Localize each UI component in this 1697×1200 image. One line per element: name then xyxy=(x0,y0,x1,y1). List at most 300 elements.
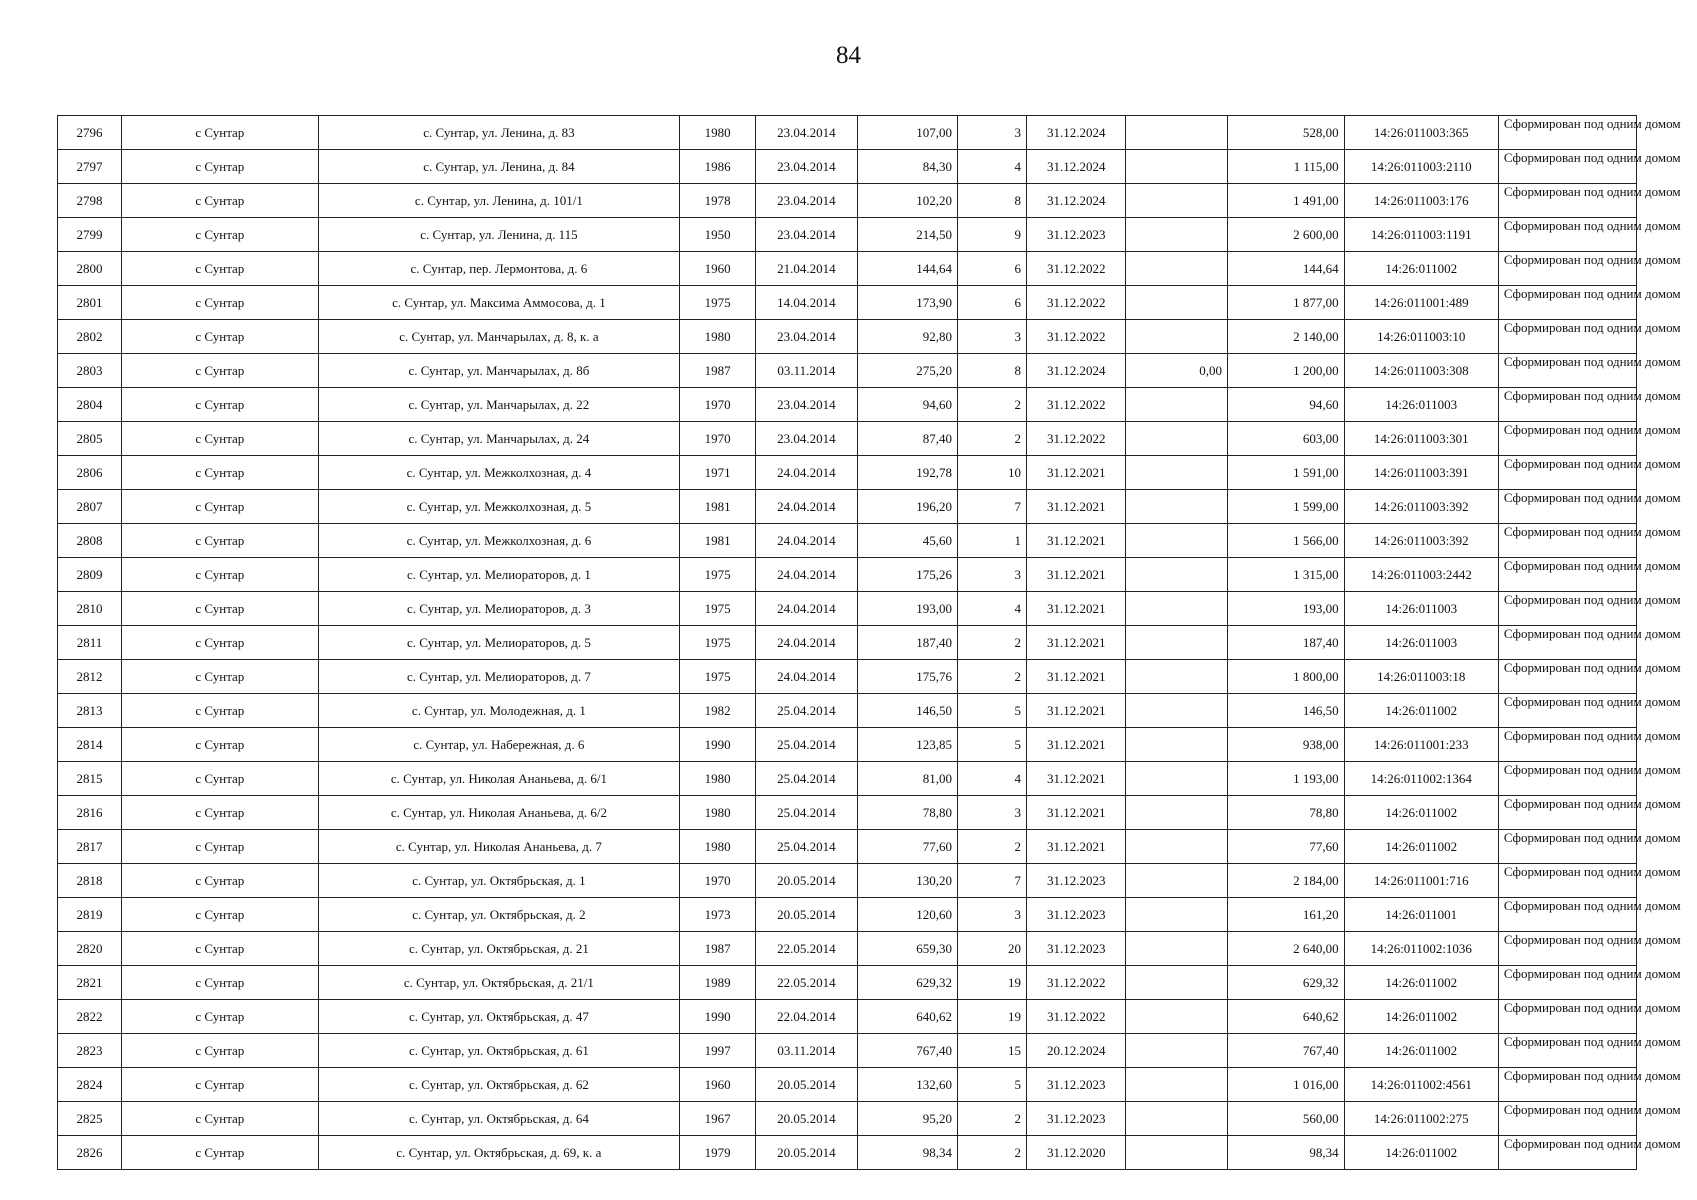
status-cell xyxy=(1498,286,1681,320)
address-cell: с. Сунтар, ул. Максима Аммосова, д. 1 xyxy=(318,286,679,320)
address-cell: с. Сунтар, ул. Межколхозная, д. 4 xyxy=(318,456,679,490)
address-cell: с. Сунтар, ул. Николая Ананьева, д. 6/1 xyxy=(318,762,679,796)
build-year-cell: 1980 xyxy=(680,830,756,864)
address-cell: с. Сунтар, ул. Мелиораторов, д. 1 xyxy=(318,558,679,592)
count-cell: 3 xyxy=(958,558,1027,592)
status-cell xyxy=(1498,1102,1681,1136)
status-cell xyxy=(1498,354,1681,388)
date-cell: 23.04.2014 xyxy=(756,150,857,184)
status-text: Сформирован под одним домом xyxy=(1503,456,1681,471)
area-cell: 120,60 xyxy=(857,898,957,932)
cadastral-number-cell: 14:26:011002 xyxy=(1344,1136,1498,1170)
status-cell xyxy=(1498,320,1681,354)
build-year-cell: 1989 xyxy=(680,966,756,1000)
count-cell: 5 xyxy=(958,694,1027,728)
date-cell: 22.05.2014 xyxy=(756,932,857,966)
extra-value-cell xyxy=(1126,1102,1227,1136)
row-number-cell: 2801 xyxy=(58,286,122,320)
build-year-cell: 1980 xyxy=(680,796,756,830)
count-cell: 2 xyxy=(958,660,1027,694)
extra-value-cell xyxy=(1126,762,1227,796)
land-area-cell: 161,20 xyxy=(1227,898,1344,932)
extra-value-cell xyxy=(1126,830,1227,864)
build-year-cell: 1950 xyxy=(680,218,756,252)
address-cell: с. Сунтар, ул. Октябрьская, д. 69, к. а xyxy=(318,1136,679,1170)
table-row xyxy=(58,286,1637,320)
table-row xyxy=(58,388,1637,422)
status-text: Сформирован под одним домом xyxy=(1503,660,1681,675)
deadline-cell: 31.12.2022 xyxy=(1027,286,1126,320)
status-cell xyxy=(1498,422,1681,456)
extra-value-cell xyxy=(1126,150,1227,184)
status-cell xyxy=(1498,898,1681,932)
settlement-cell: с Сунтар xyxy=(121,286,318,320)
area-cell: 81,00 xyxy=(857,762,957,796)
build-year-cell: 1978 xyxy=(680,184,756,218)
date-cell: 20.05.2014 xyxy=(756,1136,857,1170)
date-cell: 25.04.2014 xyxy=(756,762,857,796)
table-row xyxy=(58,728,1637,762)
address-cell: с. Сунтар, ул. Октябрьская, д. 64 xyxy=(318,1102,679,1136)
table-row xyxy=(58,762,1637,796)
build-year-cell: 1975 xyxy=(680,286,756,320)
housing-registry-table xyxy=(57,115,1681,1170)
date-cell: 21.04.2014 xyxy=(756,252,857,286)
settlement-cell: с Сунтар xyxy=(121,864,318,898)
row-number-cell: 2824 xyxy=(58,1068,122,1102)
land-area-cell: 1 315,00 xyxy=(1227,558,1344,592)
build-year-cell: 1986 xyxy=(680,150,756,184)
status-cell xyxy=(1498,388,1681,422)
land-area-cell: 603,00 xyxy=(1227,422,1344,456)
extra-value-cell xyxy=(1126,898,1227,932)
table-row xyxy=(58,1136,1637,1170)
deadline-cell: 31.12.2021 xyxy=(1027,456,1126,490)
cadastral-number-cell: 14:26:011002 xyxy=(1344,966,1498,1000)
cadastral-number-cell: 14:26:011002:1036 xyxy=(1344,932,1498,966)
area-cell: 196,20 xyxy=(857,490,957,524)
row-number-cell: 2823 xyxy=(58,1034,122,1068)
deadline-cell: 31.12.2023 xyxy=(1027,864,1126,898)
count-cell: 8 xyxy=(958,354,1027,388)
land-area-cell: 767,40 xyxy=(1227,1034,1344,1068)
land-area-cell: 193,00 xyxy=(1227,592,1344,626)
status-cell xyxy=(1498,864,1681,898)
address-cell: с. Сунтар, ул. Манчарылах, д. 24 xyxy=(318,422,679,456)
area-cell: 193,00 xyxy=(857,592,957,626)
land-area-cell: 1 200,00 xyxy=(1227,354,1344,388)
extra-value-cell xyxy=(1126,116,1227,150)
count-cell: 2 xyxy=(958,1136,1027,1170)
count-cell: 3 xyxy=(958,320,1027,354)
area-cell: 175,26 xyxy=(857,558,957,592)
status-cell xyxy=(1498,626,1681,660)
cadastral-number-cell: 14:26:011001:716 xyxy=(1344,864,1498,898)
row-number-cell: 2821 xyxy=(58,966,122,1000)
count-cell: 2 xyxy=(958,830,1027,864)
land-area-cell: 2 640,00 xyxy=(1227,932,1344,966)
status-cell xyxy=(1498,1136,1681,1170)
status-cell xyxy=(1498,218,1681,252)
date-cell: 23.04.2014 xyxy=(756,422,857,456)
deadline-cell: 31.12.2021 xyxy=(1027,796,1126,830)
cadastral-number-cell: 14:26:011003:392 xyxy=(1344,524,1498,558)
address-cell: с. Сунтар, ул. Мелиораторов, д. 3 xyxy=(318,592,679,626)
cadastral-number-cell: 14:26:011001:489 xyxy=(1344,286,1498,320)
count-cell: 10 xyxy=(958,456,1027,490)
date-cell: 25.04.2014 xyxy=(756,728,857,762)
build-year-cell: 1997 xyxy=(680,1034,756,1068)
extra-value-cell xyxy=(1126,966,1227,1000)
build-year-cell: 1960 xyxy=(680,1068,756,1102)
land-area-cell: 2 184,00 xyxy=(1227,864,1344,898)
settlement-cell: с Сунтар xyxy=(121,966,318,1000)
date-cell: 24.04.2014 xyxy=(756,592,857,626)
status-cell xyxy=(1498,184,1681,218)
status-cell xyxy=(1498,558,1681,592)
row-number-cell: 2816 xyxy=(58,796,122,830)
date-cell: 14.04.2014 xyxy=(756,286,857,320)
area-cell: 130,20 xyxy=(857,864,957,898)
date-cell: 20.05.2014 xyxy=(756,1068,857,1102)
build-year-cell: 1970 xyxy=(680,422,756,456)
cadastral-number-cell: 14:26:011002 xyxy=(1344,796,1498,830)
deadline-cell: 20.12.2024 xyxy=(1027,1034,1126,1068)
deadline-cell: 31.12.2021 xyxy=(1027,694,1126,728)
status-cell xyxy=(1498,252,1681,286)
area-cell: 144,64 xyxy=(857,252,957,286)
cadastral-number-cell: 14:26:011001:233 xyxy=(1344,728,1498,762)
date-cell: 22.05.2014 xyxy=(756,966,857,1000)
land-area-cell: 1 877,00 xyxy=(1227,286,1344,320)
cadastral-number-cell: 14:26:011003:365 xyxy=(1344,116,1498,150)
settlement-cell: с Сунтар xyxy=(121,456,318,490)
address-cell: с. Сунтар, ул. Набережная, д. 6 xyxy=(318,728,679,762)
area-cell: 102,20 xyxy=(857,184,957,218)
build-year-cell: 1970 xyxy=(680,864,756,898)
status-text: Сформирован под одним домом xyxy=(1503,150,1681,165)
status-text: Сформирован под одним домом xyxy=(1503,218,1681,233)
area-cell: 77,60 xyxy=(857,830,957,864)
row-number-cell: 2800 xyxy=(58,252,122,286)
build-year-cell: 1975 xyxy=(680,660,756,694)
settlement-cell: с Сунтар xyxy=(121,796,318,830)
area-cell: 98,34 xyxy=(857,1136,957,1170)
status-cell xyxy=(1498,490,1681,524)
row-number-cell: 2825 xyxy=(58,1102,122,1136)
status-text: Сформирован под одним домом xyxy=(1503,388,1681,403)
build-year-cell: 1980 xyxy=(680,320,756,354)
table-row xyxy=(58,830,1637,864)
extra-value-cell xyxy=(1126,422,1227,456)
land-area-cell: 98,34 xyxy=(1227,1136,1344,1170)
deadline-cell: 31.12.2023 xyxy=(1027,1102,1126,1136)
build-year-cell: 1975 xyxy=(680,592,756,626)
area-cell: 629,32 xyxy=(857,966,957,1000)
status-cell xyxy=(1498,932,1681,966)
extra-value-cell xyxy=(1126,694,1227,728)
settlement-cell: с Сунтар xyxy=(121,1000,318,1034)
settlement-cell: с Сунтар xyxy=(121,592,318,626)
cadastral-number-cell: 14:26:011003:10 xyxy=(1344,320,1498,354)
build-year-cell: 1970 xyxy=(680,388,756,422)
status-text: Сформирован под одним домом xyxy=(1503,524,1681,539)
build-year-cell: 1973 xyxy=(680,898,756,932)
table-row xyxy=(58,558,1637,592)
build-year-cell: 1975 xyxy=(680,626,756,660)
cadastral-number-cell: 14:26:011002:275 xyxy=(1344,1102,1498,1136)
status-text: Сформирован под одним домом xyxy=(1503,116,1681,131)
deadline-cell: 31.12.2024 xyxy=(1027,116,1126,150)
cadastral-number-cell: 14:26:011003:176 xyxy=(1344,184,1498,218)
area-cell: 767,40 xyxy=(857,1034,957,1068)
date-cell: 23.04.2014 xyxy=(756,184,857,218)
table-row xyxy=(58,1000,1637,1034)
extra-value-cell xyxy=(1126,1000,1227,1034)
table-row xyxy=(58,864,1637,898)
land-area-cell: 1 599,00 xyxy=(1227,490,1344,524)
row-number-cell: 2814 xyxy=(58,728,122,762)
row-number-cell: 2817 xyxy=(58,830,122,864)
count-cell: 3 xyxy=(958,898,1027,932)
date-cell: 20.05.2014 xyxy=(756,864,857,898)
deadline-cell: 31.12.2021 xyxy=(1027,626,1126,660)
count-cell: 7 xyxy=(958,864,1027,898)
status-text: Сформирован под одним домом xyxy=(1503,830,1681,845)
row-number-cell: 2807 xyxy=(58,490,122,524)
table-row xyxy=(58,592,1637,626)
build-year-cell: 1981 xyxy=(680,490,756,524)
count-cell: 3 xyxy=(958,796,1027,830)
count-cell: 20 xyxy=(958,932,1027,966)
deadline-cell: 31.12.2021 xyxy=(1027,558,1126,592)
row-number-cell: 2820 xyxy=(58,932,122,966)
extra-value-cell xyxy=(1126,626,1227,660)
cadastral-number-cell: 14:26:011003:1191 xyxy=(1344,218,1498,252)
date-cell: 23.04.2014 xyxy=(756,388,857,422)
row-number-cell: 2812 xyxy=(58,660,122,694)
settlement-cell: с Сунтар xyxy=(121,728,318,762)
table-row xyxy=(58,660,1637,694)
build-year-cell: 1987 xyxy=(680,354,756,388)
extra-value-cell xyxy=(1126,1068,1227,1102)
extra-value-cell xyxy=(1126,490,1227,524)
settlement-cell: с Сунтар xyxy=(121,184,318,218)
row-number-cell: 2810 xyxy=(58,592,122,626)
build-year-cell: 1981 xyxy=(680,524,756,558)
deadline-cell: 31.12.2022 xyxy=(1027,422,1126,456)
address-cell: с. Сунтар, ул. Межколхозная, д. 6 xyxy=(318,524,679,558)
status-text: Сформирован под одним домом xyxy=(1503,252,1681,267)
cadastral-number-cell: 14:26:011003:391 xyxy=(1344,456,1498,490)
status-text: Сформирован под одним домом xyxy=(1503,762,1681,777)
address-cell: с. Сунтар, ул. Октябрьская, д. 61 xyxy=(318,1034,679,1068)
table-row xyxy=(58,320,1637,354)
row-number-cell: 2819 xyxy=(58,898,122,932)
row-number-cell: 2805 xyxy=(58,422,122,456)
address-cell: с. Сунтар, ул. Молодежная, д. 1 xyxy=(318,694,679,728)
land-area-cell: 1 193,00 xyxy=(1227,762,1344,796)
build-year-cell: 1990 xyxy=(680,1000,756,1034)
build-year-cell: 1982 xyxy=(680,694,756,728)
date-cell: 03.11.2014 xyxy=(756,354,857,388)
land-area-cell: 2 600,00 xyxy=(1227,218,1344,252)
status-cell xyxy=(1498,830,1681,864)
area-cell: 146,50 xyxy=(857,694,957,728)
table-row xyxy=(58,1068,1637,1102)
table-row xyxy=(58,116,1637,150)
address-cell: с. Сунтар, ул. Ленина, д. 101/1 xyxy=(318,184,679,218)
land-area-cell: 1 566,00 xyxy=(1227,524,1344,558)
count-cell: 2 xyxy=(958,422,1027,456)
build-year-cell: 1980 xyxy=(680,762,756,796)
area-cell: 640,62 xyxy=(857,1000,957,1034)
date-cell: 25.04.2014 xyxy=(756,796,857,830)
count-cell: 15 xyxy=(958,1034,1027,1068)
deadline-cell: 31.12.2024 xyxy=(1027,354,1126,388)
date-cell: 24.04.2014 xyxy=(756,490,857,524)
table-row xyxy=(58,1102,1637,1136)
cadastral-number-cell: 14:26:011003:308 xyxy=(1344,354,1498,388)
cadastral-number-cell: 14:26:011002:4561 xyxy=(1344,1068,1498,1102)
area-cell: 275,20 xyxy=(857,354,957,388)
land-area-cell: 1 115,00 xyxy=(1227,150,1344,184)
settlement-cell: с Сунтар xyxy=(121,1102,318,1136)
address-cell: с. Сунтар, ул. Мелиораторов, д. 5 xyxy=(318,626,679,660)
date-cell: 24.04.2014 xyxy=(756,524,857,558)
cadastral-number-cell: 14:26:011002:1364 xyxy=(1344,762,1498,796)
status-cell xyxy=(1498,728,1681,762)
status-text: Сформирован под одним домом xyxy=(1503,592,1681,607)
land-area-cell: 1 591,00 xyxy=(1227,456,1344,490)
land-area-cell: 640,62 xyxy=(1227,1000,1344,1034)
date-cell: 24.04.2014 xyxy=(756,558,857,592)
settlement-cell: с Сунтар xyxy=(121,932,318,966)
settlement-cell: с Сунтар xyxy=(121,898,318,932)
status-text: Сформирован под одним домом xyxy=(1503,1102,1681,1117)
date-cell: 23.04.2014 xyxy=(756,320,857,354)
deadline-cell: 31.12.2021 xyxy=(1027,490,1126,524)
deadline-cell: 31.12.2021 xyxy=(1027,592,1126,626)
area-cell: 659,30 xyxy=(857,932,957,966)
table-row xyxy=(58,422,1637,456)
land-area-cell: 2 140,00 xyxy=(1227,320,1344,354)
address-cell: с. Сунтар, ул. Николая Ананьева, д. 7 xyxy=(318,830,679,864)
deadline-cell: 31.12.2023 xyxy=(1027,218,1126,252)
status-text: Сформирован под одним домом xyxy=(1503,626,1681,641)
deadline-cell: 31.12.2024 xyxy=(1027,150,1126,184)
table-row xyxy=(58,524,1637,558)
count-cell: 3 xyxy=(958,116,1027,150)
cadastral-number-cell: 14:26:011003:392 xyxy=(1344,490,1498,524)
count-cell: 2 xyxy=(958,1102,1027,1136)
table-row xyxy=(58,796,1637,830)
cadastral-number-cell: 14:26:011002 xyxy=(1344,1000,1498,1034)
deadline-cell: 31.12.2021 xyxy=(1027,660,1126,694)
address-cell: с. Сунтар, ул. Ленина, д. 83 xyxy=(318,116,679,150)
row-number-cell: 2804 xyxy=(58,388,122,422)
land-area-cell: 94,60 xyxy=(1227,388,1344,422)
build-year-cell: 1980 xyxy=(680,116,756,150)
status-cell xyxy=(1498,524,1681,558)
settlement-cell: с Сунтар xyxy=(121,762,318,796)
cadastral-number-cell: 14:26:011003 xyxy=(1344,388,1498,422)
extra-value-cell xyxy=(1126,388,1227,422)
count-cell: 4 xyxy=(958,762,1027,796)
cadastral-number-cell: 14:26:011003 xyxy=(1344,592,1498,626)
cadastral-number-cell: 14:26:011003:2110 xyxy=(1344,150,1498,184)
extra-value-cell xyxy=(1126,1136,1227,1170)
address-cell: с. Сунтар, пер. Лермонтова, д. 6 xyxy=(318,252,679,286)
cadastral-number-cell: 14:26:011002 xyxy=(1344,1034,1498,1068)
count-cell: 19 xyxy=(958,966,1027,1000)
settlement-cell: с Сунтар xyxy=(121,116,318,150)
status-text: Сформирован под одним домом xyxy=(1503,286,1681,301)
status-cell xyxy=(1498,150,1681,184)
extra-value-cell: 0,00 xyxy=(1126,354,1227,388)
deadline-cell: 31.12.2021 xyxy=(1027,524,1126,558)
status-text: Сформирован под одним домом xyxy=(1503,1068,1681,1083)
area-cell: 123,85 xyxy=(857,728,957,762)
address-cell: с. Сунтар, ул. Ленина, д. 84 xyxy=(318,150,679,184)
land-area-cell: 78,80 xyxy=(1227,796,1344,830)
address-cell: с. Сунтар, ул. Манчарылах, д. 8б xyxy=(318,354,679,388)
extra-value-cell xyxy=(1126,456,1227,490)
area-cell: 95,20 xyxy=(857,1102,957,1136)
date-cell: 20.05.2014 xyxy=(756,1102,857,1136)
deadline-cell: 31.12.2023 xyxy=(1027,898,1126,932)
cadastral-number-cell: 14:26:011003:18 xyxy=(1344,660,1498,694)
date-cell: 25.04.2014 xyxy=(756,694,857,728)
table-row xyxy=(58,1034,1637,1068)
table-row xyxy=(58,456,1637,490)
status-text: Сформирован под одним домом xyxy=(1503,898,1681,913)
date-cell: 23.04.2014 xyxy=(756,218,857,252)
area-cell: 107,00 xyxy=(857,116,957,150)
settlement-cell: с Сунтар xyxy=(121,524,318,558)
status-text: Сформирован под одним домом xyxy=(1503,184,1681,199)
status-text: Сформирован под одним домом xyxy=(1503,354,1681,369)
table-row xyxy=(58,490,1637,524)
date-cell: 24.04.2014 xyxy=(756,626,857,660)
area-cell: 45,60 xyxy=(857,524,957,558)
date-cell: 20.05.2014 xyxy=(756,898,857,932)
build-year-cell: 1971 xyxy=(680,456,756,490)
area-cell: 78,80 xyxy=(857,796,957,830)
address-cell: с. Сунтар, ул. Октябрьская, д. 21/1 xyxy=(318,966,679,1000)
count-cell: 5 xyxy=(958,1068,1027,1102)
row-number-cell: 2818 xyxy=(58,864,122,898)
count-cell: 4 xyxy=(958,150,1027,184)
status-cell xyxy=(1498,660,1681,694)
status-cell xyxy=(1498,1068,1681,1102)
date-cell: 25.04.2014 xyxy=(756,830,857,864)
address-cell: с. Сунтар, ул. Николая Ананьева, д. 6/2 xyxy=(318,796,679,830)
date-cell: 24.04.2014 xyxy=(756,660,857,694)
table-row xyxy=(58,252,1637,286)
build-year-cell: 1990 xyxy=(680,728,756,762)
settlement-cell: с Сунтар xyxy=(121,626,318,660)
area-cell: 173,90 xyxy=(857,286,957,320)
land-area-cell: 560,00 xyxy=(1227,1102,1344,1136)
row-number-cell: 2809 xyxy=(58,558,122,592)
status-text: Сформирован под одним домом xyxy=(1503,966,1681,981)
land-area-cell: 144,64 xyxy=(1227,252,1344,286)
table-body xyxy=(58,116,1681,1170)
status-text: Сформирован под одним домом xyxy=(1503,864,1681,879)
extra-value-cell xyxy=(1126,320,1227,354)
row-number-cell: 2806 xyxy=(58,456,122,490)
